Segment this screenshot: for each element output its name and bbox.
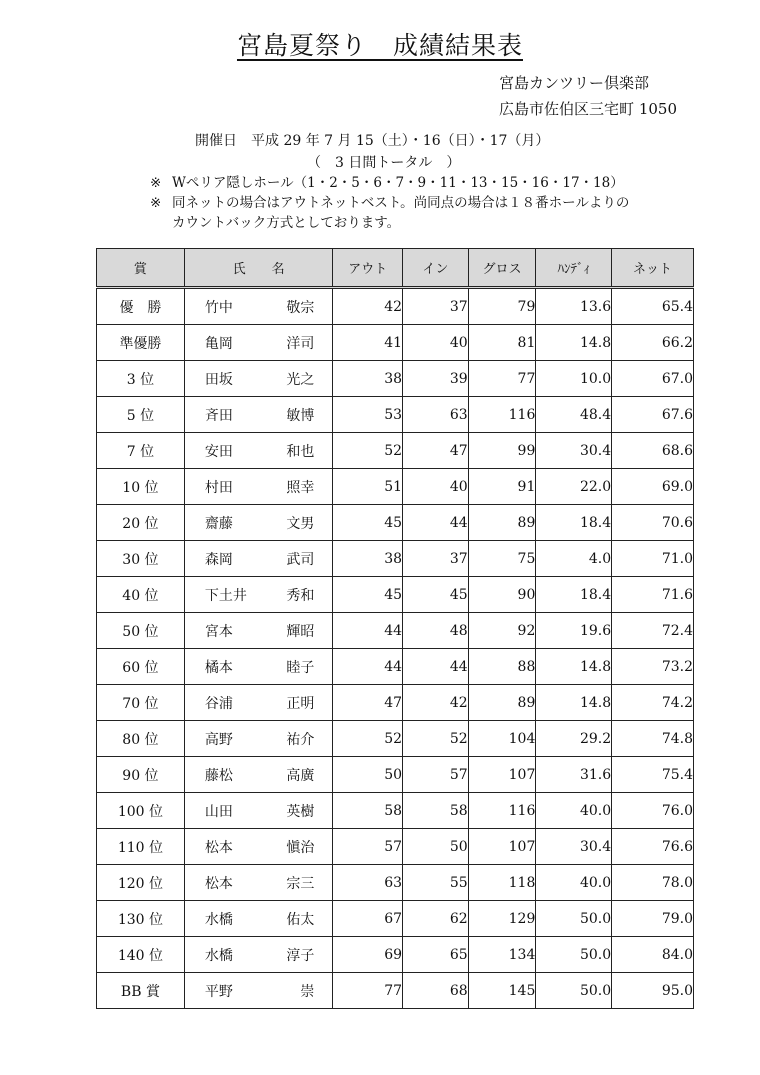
results-table <box>96 248 694 1009</box>
prize-cell: 7 位 <box>97 433 185 469</box>
name-cell <box>184 397 332 433</box>
player-name <box>185 909 332 929</box>
given-name: 敬宗 <box>286 299 315 316</box>
table-row <box>97 901 694 937</box>
surname: 山田 <box>204 803 233 820</box>
handicap-cell: 40.0 <box>536 793 612 829</box>
out-score-cell: 50 <box>333 757 403 793</box>
player-name <box>185 801 332 821</box>
out-score-cell: 38 <box>333 541 403 577</box>
given-name: 文男 <box>286 515 315 532</box>
in-score-cell: 68 <box>403 973 469 1009</box>
table-row <box>97 288 694 325</box>
given-name: 愼治 <box>286 839 315 856</box>
prize-cell: 優 勝 <box>97 288 185 325</box>
gross-score-cell: 129 <box>468 901 536 937</box>
surname: 水橋 <box>204 911 233 928</box>
name-cell <box>184 829 332 865</box>
table-row <box>97 577 694 613</box>
given-name: 祐介 <box>286 731 315 748</box>
in-score-cell: 55 <box>403 865 469 901</box>
given-name: 輝昭 <box>286 623 315 640</box>
prize-cell: 90 位 <box>97 757 185 793</box>
handicap-cell: 13.6 <box>536 288 612 325</box>
organizer-address: 広島市佐伯区三宅町 1050 <box>499 100 677 118</box>
table-row <box>97 721 694 757</box>
net-score-cell: 84.0 <box>612 937 694 973</box>
surname: 谷浦 <box>204 695 233 712</box>
in-score-cell: 58 <box>403 793 469 829</box>
in-score-cell: 50 <box>403 829 469 865</box>
out-score-cell: 67 <box>333 901 403 937</box>
in-score-cell: 40 <box>403 325 469 361</box>
prize-cell: 60 位 <box>97 649 185 685</box>
name-cell <box>184 685 332 721</box>
name-cell <box>184 433 332 469</box>
given-name: 和也 <box>286 443 315 460</box>
given-name: 敏博 <box>286 407 315 424</box>
table-row <box>97 361 694 397</box>
name-cell <box>184 577 332 613</box>
given-name: 宗三 <box>286 875 315 892</box>
net-score-cell: 76.0 <box>612 793 694 829</box>
player-name <box>185 549 332 569</box>
handicap-cell: 10.0 <box>536 361 612 397</box>
prize-cell: 120 位 <box>97 865 185 901</box>
player-name <box>185 333 332 353</box>
net-score-cell: 74.2 <box>612 685 694 721</box>
prize-cell: 100 位 <box>97 793 185 829</box>
surname: 斉田 <box>204 407 233 424</box>
name-cell <box>184 793 332 829</box>
handicap-cell: 4.0 <box>536 541 612 577</box>
player-name <box>185 369 332 389</box>
net-score-cell: 69.0 <box>612 469 694 505</box>
table-row <box>97 613 694 649</box>
handicap-cell: 22.0 <box>536 469 612 505</box>
player-name <box>185 513 332 533</box>
surname: 安田 <box>204 443 233 460</box>
name-cell <box>184 937 332 973</box>
name-cell <box>184 505 332 541</box>
in-score-cell: 45 <box>403 577 469 613</box>
handicap-cell: 31.6 <box>536 757 612 793</box>
name-cell <box>184 865 332 901</box>
player-name <box>185 873 332 893</box>
surname: 宮本 <box>204 623 233 640</box>
net-score-cell: 73.2 <box>612 649 694 685</box>
name-cell <box>184 973 332 1009</box>
out-score-cell: 53 <box>333 397 403 433</box>
header-row <box>97 249 694 288</box>
handicap-cell: 48.4 <box>536 397 612 433</box>
net-score-cell: 71.0 <box>612 541 694 577</box>
player-name <box>185 837 332 857</box>
name-cell <box>184 649 332 685</box>
surname: 高野 <box>204 731 233 748</box>
gross-score-cell: 89 <box>468 685 536 721</box>
results-table-body <box>97 288 694 1009</box>
given-name: 英樹 <box>286 803 315 820</box>
surname: 亀岡 <box>204 335 233 352</box>
handicap-cell: 29.2 <box>536 721 612 757</box>
header-out: アウト <box>333 249 403 288</box>
note-mark <box>150 213 172 233</box>
given-name: 光之 <box>286 371 315 388</box>
name-cell <box>184 613 332 649</box>
note-mark: ※ <box>150 175 162 191</box>
table-row <box>97 973 694 1009</box>
surname: 森岡 <box>204 551 233 568</box>
out-score-cell: 42 <box>333 288 403 325</box>
name-cell <box>184 361 332 397</box>
gross-score-cell: 118 <box>468 865 536 901</box>
given-name: 高廣 <box>286 767 315 784</box>
net-score-cell: 72.4 <box>612 613 694 649</box>
gross-score-cell: 116 <box>468 397 536 433</box>
net-score-cell: 68.6 <box>612 433 694 469</box>
net-score-cell: 71.6 <box>612 577 694 613</box>
gross-score-cell: 79 <box>468 288 536 325</box>
note-row <box>150 193 629 213</box>
gross-score-cell: 89 <box>468 505 536 541</box>
gross-score-cell: 90 <box>468 577 536 613</box>
player-name <box>185 981 332 1001</box>
event-total: （ 3 日間トータル ） <box>307 155 461 171</box>
out-score-cell: 52 <box>333 721 403 757</box>
prize-cell: BB 賞 <box>97 973 185 1009</box>
surname: 下土井 <box>204 587 247 604</box>
in-score-cell: 62 <box>403 901 469 937</box>
in-score-cell: 42 <box>403 685 469 721</box>
in-score-cell: 63 <box>403 397 469 433</box>
in-score-cell: 40 <box>403 469 469 505</box>
prize-cell: 70 位 <box>97 685 185 721</box>
surname: 田坂 <box>204 371 233 388</box>
player-name <box>185 765 332 785</box>
player-name <box>185 585 332 605</box>
player-name <box>185 945 332 965</box>
surname: 藤松 <box>204 767 233 784</box>
name-cell <box>184 541 332 577</box>
name-cell <box>184 325 332 361</box>
given-name: 淳子 <box>286 947 315 964</box>
out-score-cell: 47 <box>333 685 403 721</box>
table-row <box>97 829 694 865</box>
surname: 橘本 <box>204 659 233 676</box>
given-name: 秀和 <box>286 587 315 604</box>
given-name: 照幸 <box>286 479 315 496</box>
note-text: Wペリア隠しホール（1・2・5・6・7・9・11・13・15・16・17・18） <box>172 175 624 191</box>
table-row <box>97 649 694 685</box>
handicap-cell: 50.0 <box>536 901 612 937</box>
out-score-cell: 57 <box>333 829 403 865</box>
name-cell <box>184 757 332 793</box>
handicap-cell: 50.0 <box>536 973 612 1009</box>
gross-score-cell: 99 <box>468 433 536 469</box>
note-mark: ※ <box>150 195 162 211</box>
prize-cell: 110 位 <box>97 829 185 865</box>
net-score-cell: 78.0 <box>612 865 694 901</box>
in-score-cell: 65 <box>403 937 469 973</box>
gross-score-cell: 75 <box>468 541 536 577</box>
name-cell <box>184 288 332 325</box>
player-name <box>185 729 332 749</box>
in-score-cell: 37 <box>403 541 469 577</box>
handicap-cell: 19.6 <box>536 613 612 649</box>
player-name <box>185 657 332 677</box>
player-name <box>185 405 332 425</box>
prize-cell: 40 位 <box>97 577 185 613</box>
net-score-cell: 95.0 <box>612 973 694 1009</box>
net-score-cell: 70.6 <box>612 505 694 541</box>
handicap-cell: 30.4 <box>536 829 612 865</box>
prize-cell: 50 位 <box>97 613 185 649</box>
results-table-header <box>97 249 694 288</box>
net-score-cell: 74.8 <box>612 721 694 757</box>
header-in: イン <box>403 249 469 288</box>
player-name <box>185 441 332 461</box>
given-name: 睦子 <box>286 659 315 676</box>
given-name: 崇 <box>300 983 315 1000</box>
header-handicap: ﾊﾝﾃﾞｨ <box>536 249 612 288</box>
in-score-cell: 47 <box>403 433 469 469</box>
prize-cell: 10 位 <box>97 469 185 505</box>
gross-score-cell: 104 <box>468 721 536 757</box>
surname: 松本 <box>204 875 233 892</box>
in-score-cell: 48 <box>403 613 469 649</box>
handicap-cell: 18.4 <box>536 505 612 541</box>
surname: 竹中 <box>204 299 233 316</box>
given-name: 武司 <box>286 551 315 568</box>
prize-cell: 140 位 <box>97 937 185 973</box>
table-row <box>97 325 694 361</box>
handicap-cell: 30.4 <box>536 433 612 469</box>
table-row <box>97 865 694 901</box>
gross-score-cell: 77 <box>468 361 536 397</box>
in-score-cell: 39 <box>403 361 469 397</box>
notes-block <box>150 173 629 233</box>
in-score-cell: 37 <box>403 288 469 325</box>
document-title-text: 宮島夏祭り 成績結果表 <box>236 31 523 60</box>
table-row <box>97 541 694 577</box>
net-score-cell: 67.6 <box>612 397 694 433</box>
note-row <box>150 173 629 193</box>
in-score-cell: 44 <box>403 649 469 685</box>
table-row <box>97 757 694 793</box>
out-score-cell: 52 <box>333 433 403 469</box>
surname: 水橋 <box>204 947 233 964</box>
gross-score-cell: 116 <box>468 793 536 829</box>
header-net: ネット <box>612 249 694 288</box>
gross-score-cell: 88 <box>468 649 536 685</box>
player-name <box>185 297 332 317</box>
handicap-cell: 14.8 <box>536 649 612 685</box>
gross-score-cell: 145 <box>468 973 536 1009</box>
prize-cell: 3 位 <box>97 361 185 397</box>
note-text: 同ネットの場合はアウトネットベスト。尚同点の場合は１８番ホールよりの <box>172 195 630 211</box>
header-prize: 賞 <box>97 249 185 288</box>
prize-cell: 80 位 <box>97 721 185 757</box>
out-score-cell: 69 <box>333 937 403 973</box>
player-name <box>185 693 332 713</box>
given-name: 正明 <box>286 695 315 712</box>
gross-score-cell: 81 <box>468 325 536 361</box>
net-score-cell: 67.0 <box>612 361 694 397</box>
player-name <box>185 477 332 497</box>
gross-score-cell: 91 <box>468 469 536 505</box>
net-score-cell: 65.4 <box>612 288 694 325</box>
name-cell <box>184 721 332 757</box>
event-date: 開催日 平成 29 年 7 月 15（土）・16（日）・17（月） <box>195 133 550 149</box>
table-row <box>97 469 694 505</box>
player-name <box>185 621 332 641</box>
organizer-block <box>499 70 677 122</box>
out-score-cell: 77 <box>333 973 403 1009</box>
gross-score-cell: 107 <box>468 757 536 793</box>
in-score-cell: 57 <box>403 757 469 793</box>
net-score-cell: 75.4 <box>612 757 694 793</box>
name-cell <box>184 901 332 937</box>
handicap-cell: 50.0 <box>536 937 612 973</box>
surname: 平野 <box>204 983 233 1000</box>
net-score-cell: 66.2 <box>612 325 694 361</box>
prize-cell: 30 位 <box>97 541 185 577</box>
out-score-cell: 45 <box>333 505 403 541</box>
gross-score-cell: 92 <box>468 613 536 649</box>
out-score-cell: 41 <box>333 325 403 361</box>
prize-cell: 5 位 <box>97 397 185 433</box>
organizer-name: 宮島カンツリー倶楽部 <box>499 74 650 92</box>
out-score-cell: 44 <box>333 649 403 685</box>
note-row <box>150 213 629 233</box>
event-info <box>195 130 549 174</box>
gross-score-cell: 107 <box>468 829 536 865</box>
in-score-cell: 52 <box>403 721 469 757</box>
out-score-cell: 44 <box>333 613 403 649</box>
in-score-cell: 44 <box>403 505 469 541</box>
table-row <box>97 433 694 469</box>
out-score-cell: 45 <box>333 577 403 613</box>
given-name: 佑太 <box>286 911 315 928</box>
net-score-cell: 79.0 <box>612 901 694 937</box>
header-gross: グロス <box>468 249 536 288</box>
out-score-cell: 38 <box>333 361 403 397</box>
name-cell <box>184 469 332 505</box>
surname: 齋藤 <box>204 515 233 532</box>
table-row <box>97 937 694 973</box>
out-score-cell: 63 <box>333 865 403 901</box>
prize-cell: 準優勝 <box>97 325 185 361</box>
table-row <box>97 685 694 721</box>
table-row <box>97 793 694 829</box>
surname: 松本 <box>204 839 233 856</box>
given-name: 洋司 <box>286 335 315 352</box>
handicap-cell: 14.8 <box>536 685 612 721</box>
handicap-cell: 40.0 <box>536 865 612 901</box>
header-name: 氏 名 <box>184 249 332 288</box>
handicap-cell: 18.4 <box>536 577 612 613</box>
table-row <box>97 397 694 433</box>
out-score-cell: 51 <box>333 469 403 505</box>
out-score-cell: 58 <box>333 793 403 829</box>
document-title <box>0 26 760 62</box>
surname: 村田 <box>204 479 233 496</box>
prize-cell: 130 位 <box>97 901 185 937</box>
note-text: カウントバック方式としております。 <box>172 215 401 231</box>
prize-cell: 20 位 <box>97 505 185 541</box>
net-score-cell: 76.6 <box>612 829 694 865</box>
gross-score-cell: 134 <box>468 937 536 973</box>
handicap-cell: 14.8 <box>536 325 612 361</box>
table-row <box>97 505 694 541</box>
